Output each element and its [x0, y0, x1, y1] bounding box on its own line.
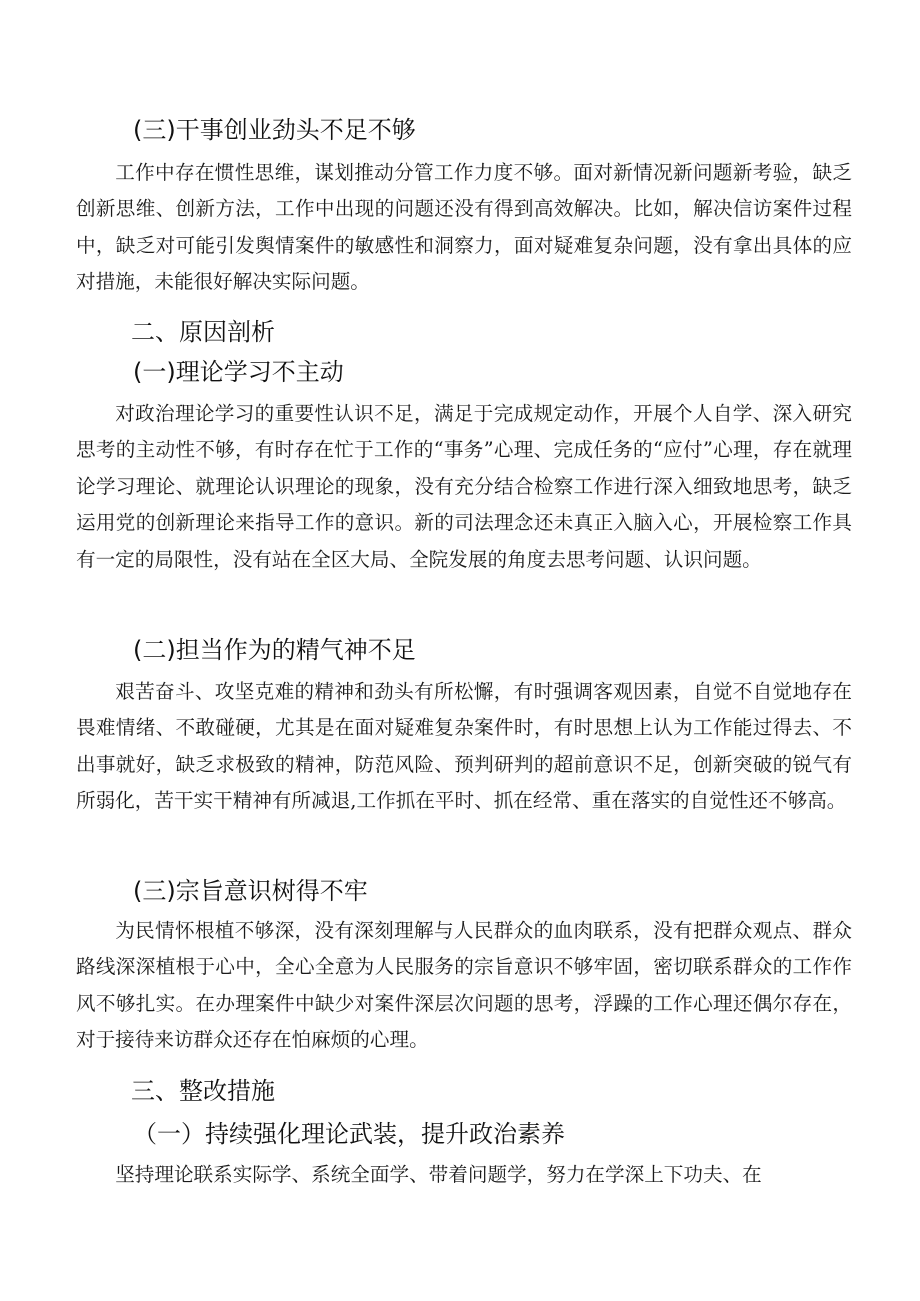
heading-cause-analysis: 二、原因剖析 — [131, 318, 275, 346]
heading-sub-purpose: (三)宗旨意识树得不牢 — [133, 877, 368, 905]
heading-sub-dedication: (三)干事创业劲头不足不够 — [133, 116, 416, 144]
paragraph-dedication: 工作中存在惯性思维，谋划推动分管工作力度不够。面对新情况新问题新考验，缺乏创新思维、创新方法，工作中出现的问题还没有得到高效解决。比如，解决信访案件过程中，缺乏对可能引发舆情案件的敏感性和洞察力，面对疑难复杂问题，没有拿出具体的应对措施，未能很好解决实际问题。 — [76, 161, 852, 294]
heading-rectification-measures: 三、整改措施 — [131, 1077, 275, 1105]
paragraph-theory-armament: 坚持理论联系实际学、系统全面学、带着问题学，努力在学深上下功夫、在 — [115, 1163, 762, 1186]
heading-sub-theory-armament: （一）持续强化理论武装，提升政治素养 — [133, 1120, 565, 1148]
heading-sub-theory-study: (一)理论学习不主动 — [133, 358, 344, 386]
paragraph-theory-study: 对政治理论学习的重要性认识不足，满足于完成规定动作，开展个人自学、深入研究思考的主动性不够，有时存在忙于工作的“事务”心理、完成任务的“应付”心理，存在就理论学习理论、就理论认识理论的现象，没有充分结合检察工作进行深入细致地思考，缺乏运用党的创新理论来指导工作的意识。新的司法理念还未真正入脑入心，开展检察工作具有一定的局限性，没有站在全区大局、全院发展的角度去思考问题、认识问题。 — [76, 402, 852, 571]
paragraph-purpose: 为民情怀根植不够深，没有深刻理解与人民群众的血肉联系，没有把群众观点、群众路线深深植根于心中，全心全意为人民服务的宗旨意识不够牢固，密切联系群众的工作作风不够扎实。在办理案件中缺少对案件深层次问题的思考，浮躁的工作心理还偶尔存在，对于接待来访群众还存在怕麻烦的心理。 — [76, 919, 852, 1052]
paragraph-spirit: 艰苦奋斗、攻坚克难的精神和劲头有所松懈，有时强调客观因素，自觉不自觉地存在畏难情绪、不敢碰硬，尤其是在面对疑难复杂案件时，有时思想上认为工作能过得去、不出事就好，缺乏求极致的精神，防范风险、预判研判的超前意识不足，创新突破的锐气有所弱化，苦干实干精神有所减退,工作抓在平时、抓在经常、重在落实的自觉性还不够高。 — [76, 680, 852, 813]
heading-sub-spirit: (二)担当作为的精气神不足 — [133, 636, 416, 664]
